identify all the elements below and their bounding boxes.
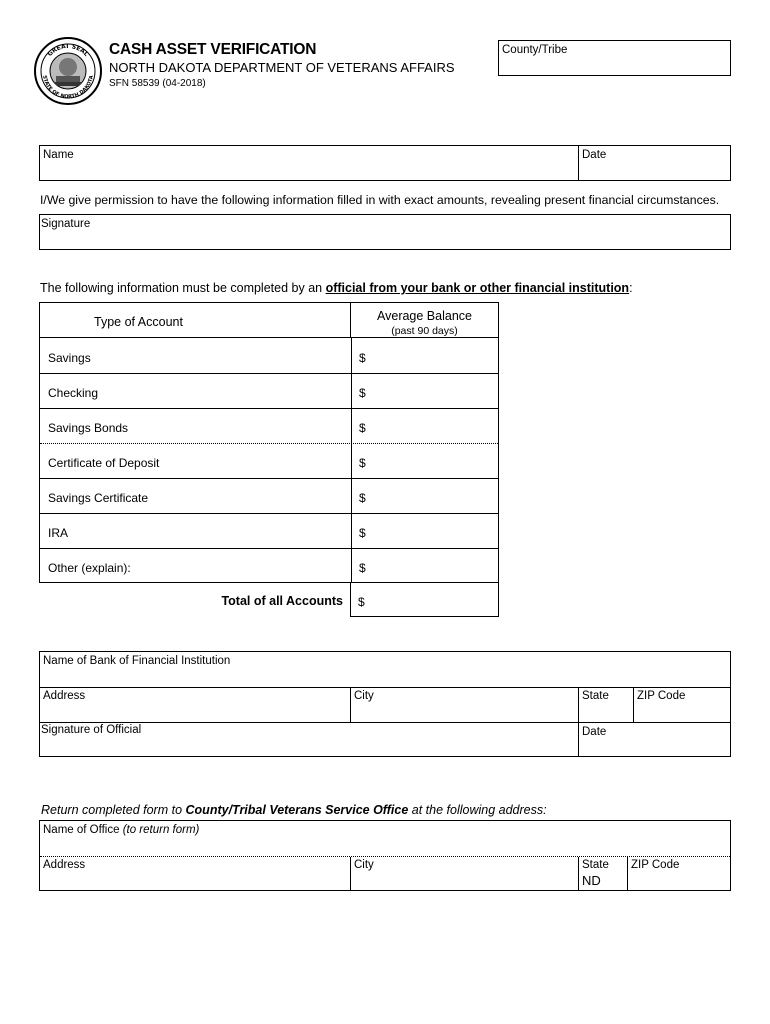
name-field[interactable] bbox=[40, 146, 578, 180]
name-label: Name bbox=[43, 149, 74, 161]
name-date-box bbox=[39, 145, 731, 181]
account-row-other bbox=[40, 549, 498, 582]
average-balance-subheader: (past 90 days) bbox=[391, 325, 458, 337]
account-row-label: Certificate of Deposit bbox=[48, 456, 160, 470]
form-number: SFN 58539 (04-2018) bbox=[109, 78, 206, 89]
dollar-sign: $ bbox=[359, 491, 366, 505]
svg-text:STATE OF NORTH DAKOTA: STATE OF NORTH DAKOTA bbox=[41, 74, 95, 101]
savings-certificate-balance-field[interactable] bbox=[370, 481, 494, 511]
office-state-field[interactable] bbox=[579, 857, 627, 890]
office-name-field[interactable] bbox=[40, 821, 730, 856]
official-date-field[interactable] bbox=[579, 723, 730, 756]
dollar-sign: $ bbox=[358, 595, 365, 609]
signature-label: Signature bbox=[41, 218, 91, 230]
account-row-savings bbox=[40, 338, 498, 373]
bank-instruction bbox=[40, 281, 633, 296]
account-row-label: Checking bbox=[48, 386, 99, 400]
institution-city-label: City bbox=[354, 690, 374, 702]
office-name-label-text: Name of Office bbox=[43, 824, 123, 836]
accounts-header-type-cell bbox=[39, 302, 351, 338]
institution-address-label: Address bbox=[43, 690, 86, 702]
return-instruction bbox=[41, 803, 547, 818]
accounts-body bbox=[39, 337, 499, 583]
county-tribe-label: County/Tribe bbox=[502, 44, 568, 56]
certificate-of-deposit-balance-field[interactable] bbox=[370, 446, 494, 476]
dollar-sign: $ bbox=[359, 351, 366, 365]
bank-instruction-suffix: : bbox=[629, 281, 633, 295]
institution-address-field[interactable] bbox=[40, 688, 350, 722]
institution-zip-label: ZIP Code bbox=[637, 690, 686, 702]
office-state-value: ND bbox=[582, 873, 601, 888]
office-city-label: City bbox=[354, 859, 374, 871]
institution-zip-field[interactable] bbox=[634, 688, 730, 722]
permission-statement: I/We give permission to have the following information filled in with exact amounts, revealing present financial circumstances. bbox=[40, 193, 720, 207]
office-address-field[interactable] bbox=[40, 857, 350, 890]
office-city-field[interactable] bbox=[351, 857, 578, 890]
total-balance-cell bbox=[350, 582, 499, 617]
department-name: NORTH DAKOTA DEPARTMENT OF VETERANS AFFAIRS bbox=[109, 60, 455, 75]
account-row-label: Savings Bonds bbox=[48, 421, 129, 435]
return-instruction-prefix: Return completed form to bbox=[41, 803, 186, 817]
form-title: CASH ASSET VERIFICATION bbox=[109, 41, 317, 58]
return-office-block bbox=[39, 820, 731, 891]
account-row-savings-certificate bbox=[40, 479, 498, 513]
official-date-label: Date bbox=[582, 726, 607, 738]
svg-text:GREAT SEAL: GREAT SEAL bbox=[46, 42, 90, 58]
account-row-label: Savings Certificate bbox=[48, 491, 149, 505]
dollar-sign: $ bbox=[359, 526, 366, 540]
savings-bonds-balance-field[interactable] bbox=[370, 411, 494, 441]
institution-block bbox=[39, 651, 731, 757]
institution-state-label: State bbox=[582, 690, 609, 702]
official-signature-field[interactable] bbox=[40, 723, 578, 756]
total-label: Total of all Accounts bbox=[221, 594, 343, 608]
dollar-sign: $ bbox=[359, 561, 366, 575]
savings-balance-field[interactable] bbox=[370, 340, 494, 370]
institution-name-label: Name of Bank of Financial Institution bbox=[43, 655, 231, 667]
date-field[interactable] bbox=[579, 146, 730, 180]
accounts-header-balance-cell bbox=[350, 302, 499, 338]
county-tribe-field[interactable] bbox=[498, 40, 731, 76]
account-row-label: Savings bbox=[48, 351, 91, 365]
dollar-sign: $ bbox=[359, 456, 366, 470]
other-balance-field[interactable] bbox=[370, 551, 494, 580]
account-row-checking bbox=[40, 374, 498, 408]
office-zip-field[interactable] bbox=[628, 857, 730, 890]
dollar-sign: $ bbox=[359, 421, 366, 435]
account-row-savings-bonds bbox=[40, 409, 498, 443]
office-zip-label: ZIP Code bbox=[631, 859, 680, 871]
dollar-sign: $ bbox=[359, 386, 366, 400]
institution-name-field[interactable] bbox=[40, 652, 730, 687]
official-signature-label: Signature of Official bbox=[41, 724, 142, 736]
return-instruction-suffix: at the following address: bbox=[408, 803, 547, 817]
institution-state-field[interactable] bbox=[579, 688, 633, 722]
total-balance-field[interactable] bbox=[369, 585, 493, 614]
checking-balance-field[interactable] bbox=[370, 376, 494, 406]
accounts-table bbox=[39, 302, 499, 617]
office-name-label bbox=[43, 824, 199, 837]
average-balance-header: Average Balance bbox=[377, 309, 472, 323]
bank-instruction-emphasis: official from your bank or other financial institution bbox=[325, 281, 630, 295]
account-row-label: IRA bbox=[48, 526, 69, 540]
institution-city-field[interactable] bbox=[351, 688, 578, 722]
office-address-label: Address bbox=[43, 859, 86, 871]
account-row-label: Other (explain): bbox=[48, 561, 131, 575]
state-seal-icon bbox=[33, 36, 103, 106]
account-row-ira bbox=[40, 514, 498, 548]
account-row-certificate-of-deposit bbox=[40, 444, 498, 478]
signature-field[interactable] bbox=[39, 214, 731, 250]
office-state-label: State bbox=[582, 859, 609, 871]
office-name-label-note: (to return form) bbox=[122, 824, 200, 836]
ira-balance-field[interactable] bbox=[370, 516, 494, 546]
bank-instruction-prefix: The following information must be completed by an bbox=[40, 281, 326, 295]
date-label: Date bbox=[582, 149, 607, 161]
return-instruction-emphasis: County/Tribal Veterans Service Office bbox=[185, 803, 409, 817]
type-of-account-header: Type of Account bbox=[94, 315, 183, 329]
